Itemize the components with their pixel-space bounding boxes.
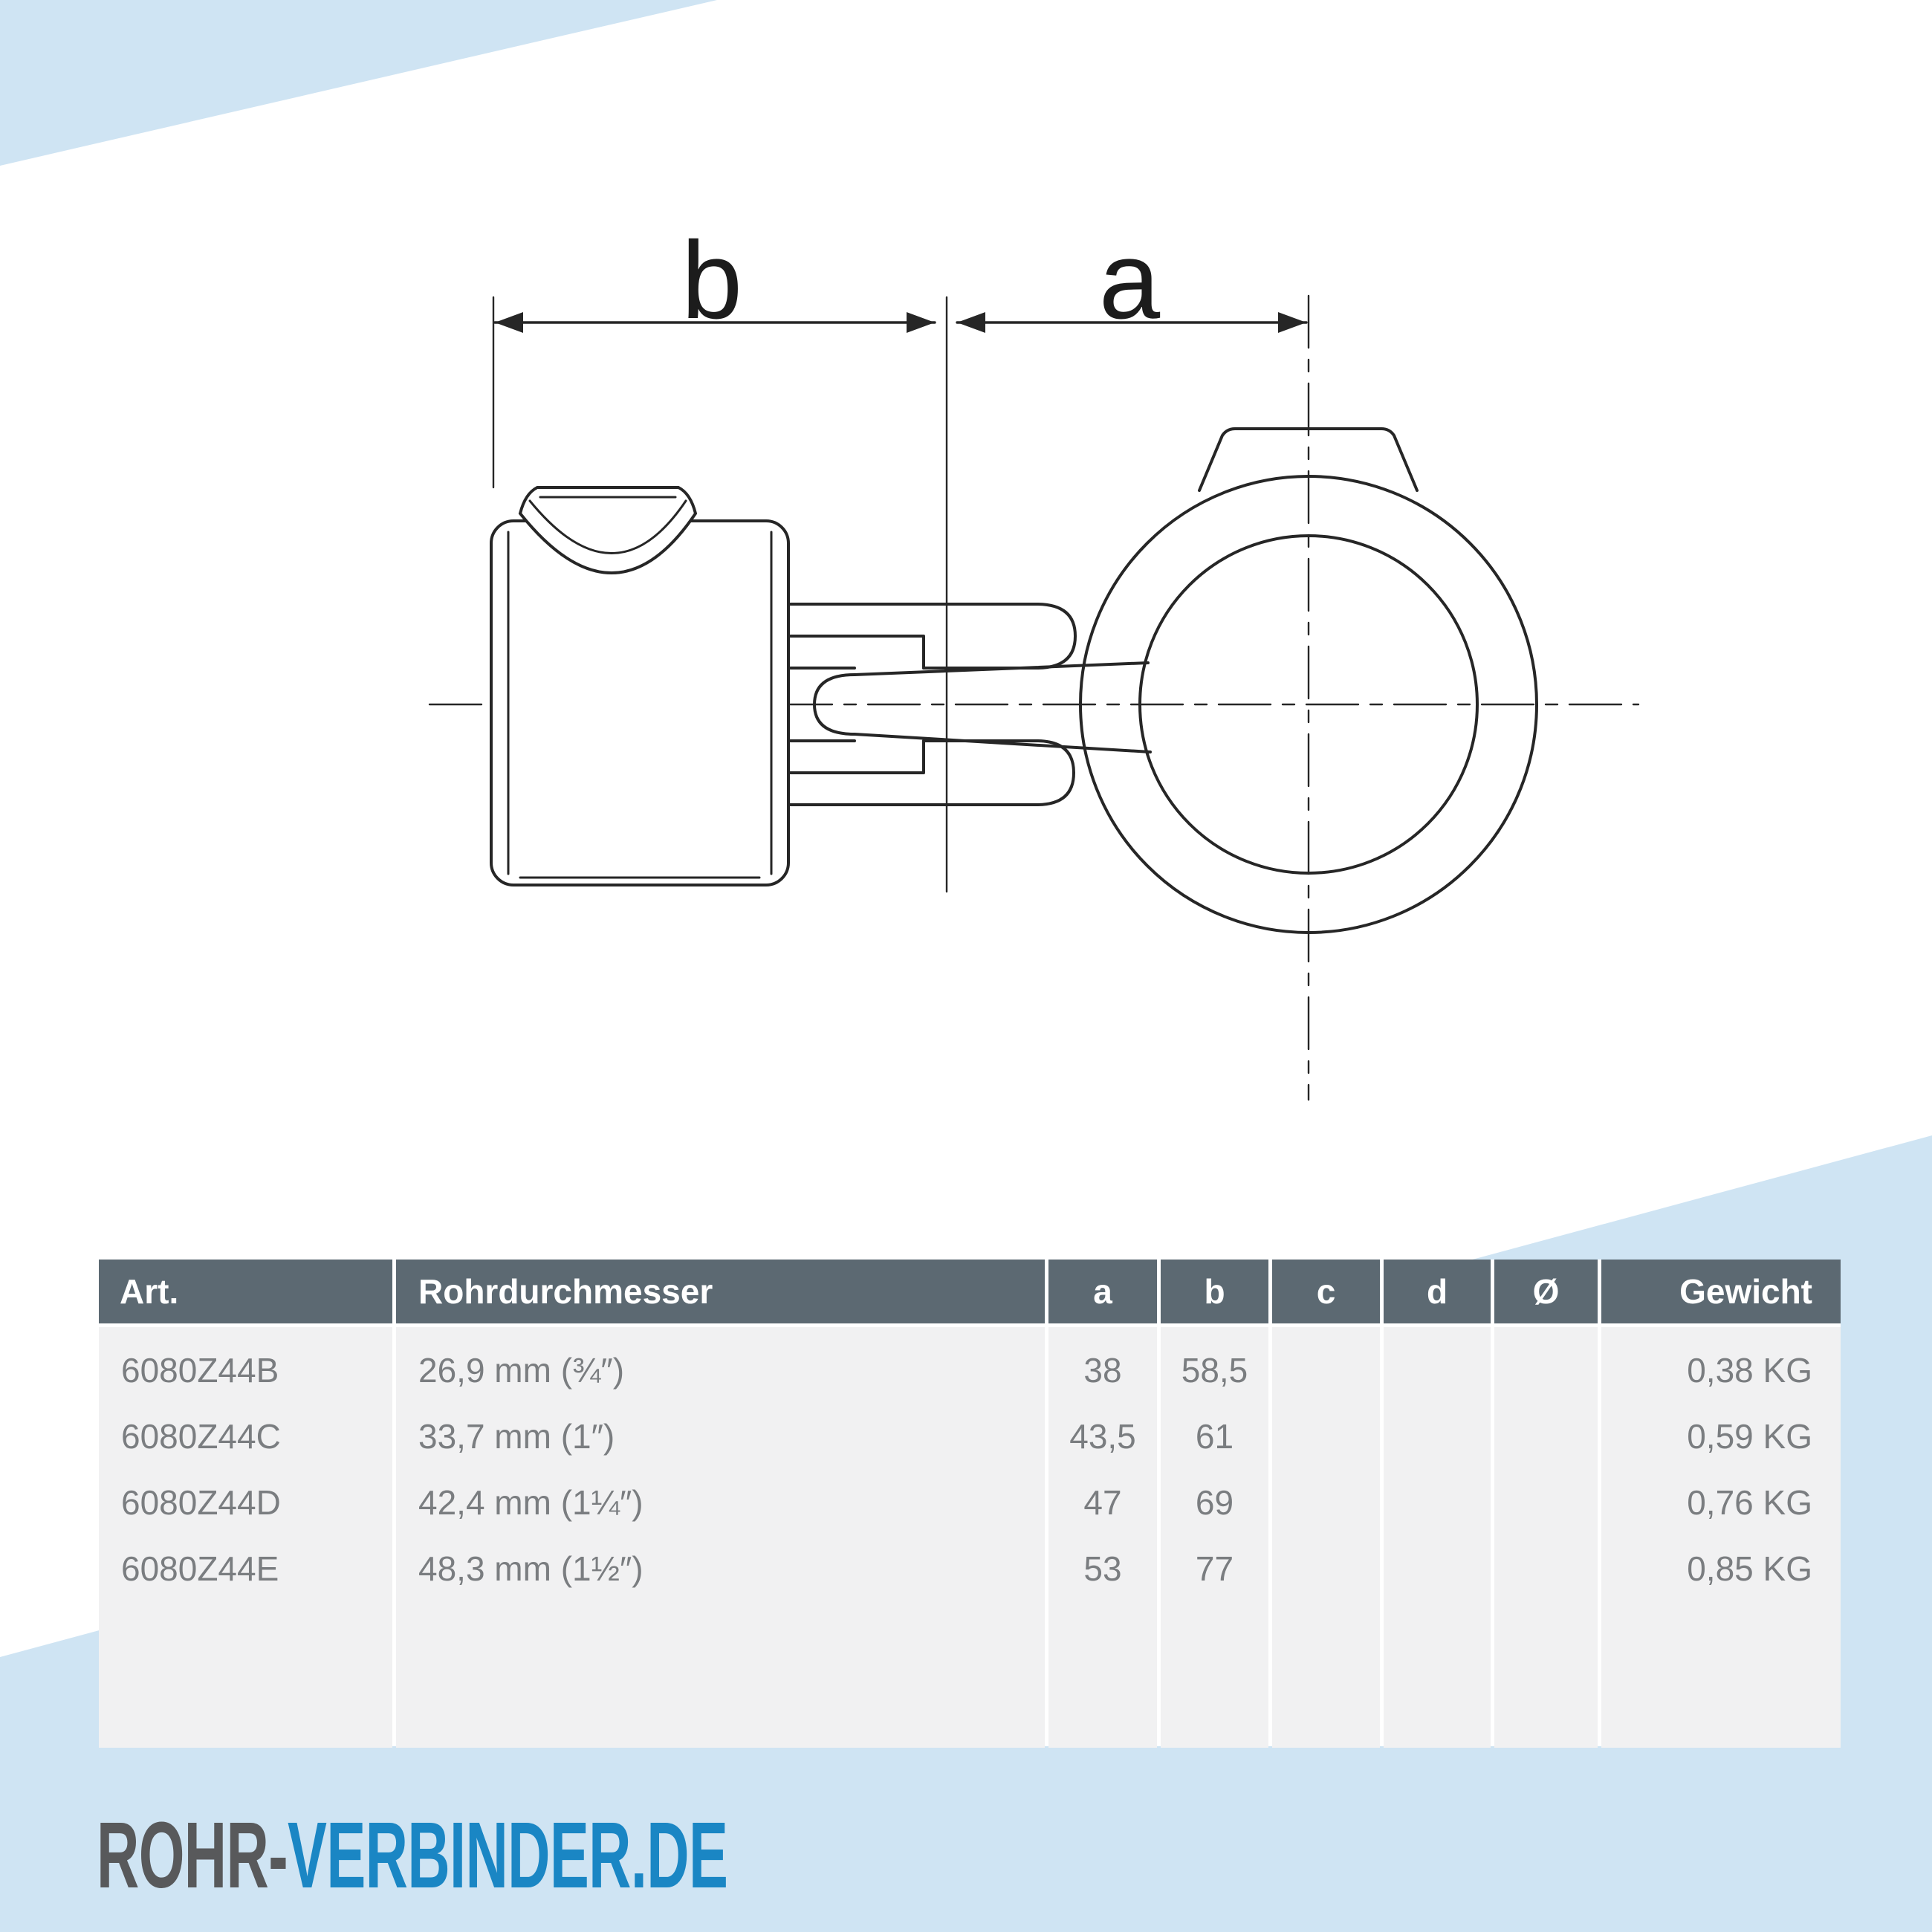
column-b xyxy=(1161,1327,1268,1748)
column-diameter xyxy=(1494,1327,1598,1748)
cell-b: 69 xyxy=(1195,1483,1234,1522)
cell-b: 77 xyxy=(1195,1549,1234,1588)
cell-a: 38 xyxy=(1083,1351,1122,1390)
cell-a: 47 xyxy=(1083,1483,1122,1522)
side-view xyxy=(491,487,1150,885)
cell-b: 61 xyxy=(1195,1417,1234,1456)
header-cell-art: Art. xyxy=(99,1260,392,1323)
cell-gewicht: 0,85 KG xyxy=(1687,1549,1812,1588)
cell-gewicht: 0,59 KG xyxy=(1687,1417,1812,1456)
header-cell-a: a xyxy=(1048,1260,1157,1323)
cell-diameter xyxy=(1494,1470,1598,1536)
arrowhead-left xyxy=(957,312,985,333)
cell-art: 6080Z44D xyxy=(121,1483,281,1522)
cell-d xyxy=(1384,1470,1491,1536)
column-art xyxy=(99,1327,392,1748)
cell-art: 6080Z44C xyxy=(121,1417,281,1456)
table-header-row xyxy=(99,1260,1841,1323)
cell-rohrdurchmesser: 42,4 mm (1¼″) xyxy=(418,1483,644,1522)
column-gewicht xyxy=(1601,1327,1841,1748)
header-cell-b: b xyxy=(1161,1260,1268,1323)
brand-logo xyxy=(97,1801,727,1909)
cell-a: 43,5 xyxy=(1069,1417,1136,1456)
column-a xyxy=(1048,1327,1157,1748)
body-outline xyxy=(491,521,788,885)
dimension-a xyxy=(957,219,1306,342)
cell-diameter xyxy=(1494,1536,1598,1602)
cell-art: 6080Z44B xyxy=(121,1351,279,1390)
cell-diameter xyxy=(1494,1338,1598,1404)
fork-bottom-step xyxy=(788,741,924,773)
arrowhead-left xyxy=(495,312,523,333)
cell-b: 58,5 xyxy=(1181,1351,1248,1390)
cell-rohrdurchmesser: 48,3 mm (1½″) xyxy=(418,1549,644,1588)
cell-c xyxy=(1272,1338,1380,1404)
header-cell-d: d xyxy=(1384,1260,1491,1323)
fork-top-step xyxy=(788,636,924,668)
cell-art: 6080Z44E xyxy=(121,1549,279,1588)
cell-rohrdurchmesser: 33,7 mm (1″) xyxy=(418,1417,615,1456)
cell-d xyxy=(1384,1536,1491,1602)
cell-c xyxy=(1272,1404,1380,1470)
logo-text-blue: VERBINDER.DE xyxy=(288,1803,728,1907)
cell-a: 53 xyxy=(1083,1549,1122,1588)
cell-c xyxy=(1272,1536,1380,1602)
arrowhead-right xyxy=(907,312,935,333)
spec-table xyxy=(99,1260,1841,1746)
header-cell-c: c xyxy=(1272,1260,1380,1323)
cell-rohrdurchmesser: 26,9 mm (¾″) xyxy=(418,1351,625,1390)
column-c xyxy=(1272,1327,1380,1748)
table-body xyxy=(99,1327,1841,1748)
header-cell-diameter: Ø xyxy=(1494,1260,1598,1323)
tongue-top-line xyxy=(855,663,1148,675)
cell-c xyxy=(1272,1470,1380,1536)
dim-label-a: a xyxy=(1098,219,1161,342)
cell-d xyxy=(1384,1338,1491,1404)
cell-gewicht: 0,38 KG xyxy=(1687,1351,1812,1390)
arrowhead-right xyxy=(1278,312,1306,333)
dim-label-b: b xyxy=(681,219,743,342)
column-rohrdurchmesser xyxy=(396,1327,1045,1748)
tongue-bottom-line xyxy=(855,734,1150,752)
header-cell-gewicht: Gewicht xyxy=(1601,1260,1841,1323)
header-cell-rohrdurchmesser: Rohrdurchmesser xyxy=(396,1260,1045,1323)
logo-text-gray: ROHR- xyxy=(97,1803,288,1907)
cell-gewicht: 0,76 KG xyxy=(1687,1483,1812,1522)
cell-diameter xyxy=(1494,1404,1598,1470)
cell-d xyxy=(1384,1404,1491,1470)
column-d xyxy=(1384,1327,1491,1748)
